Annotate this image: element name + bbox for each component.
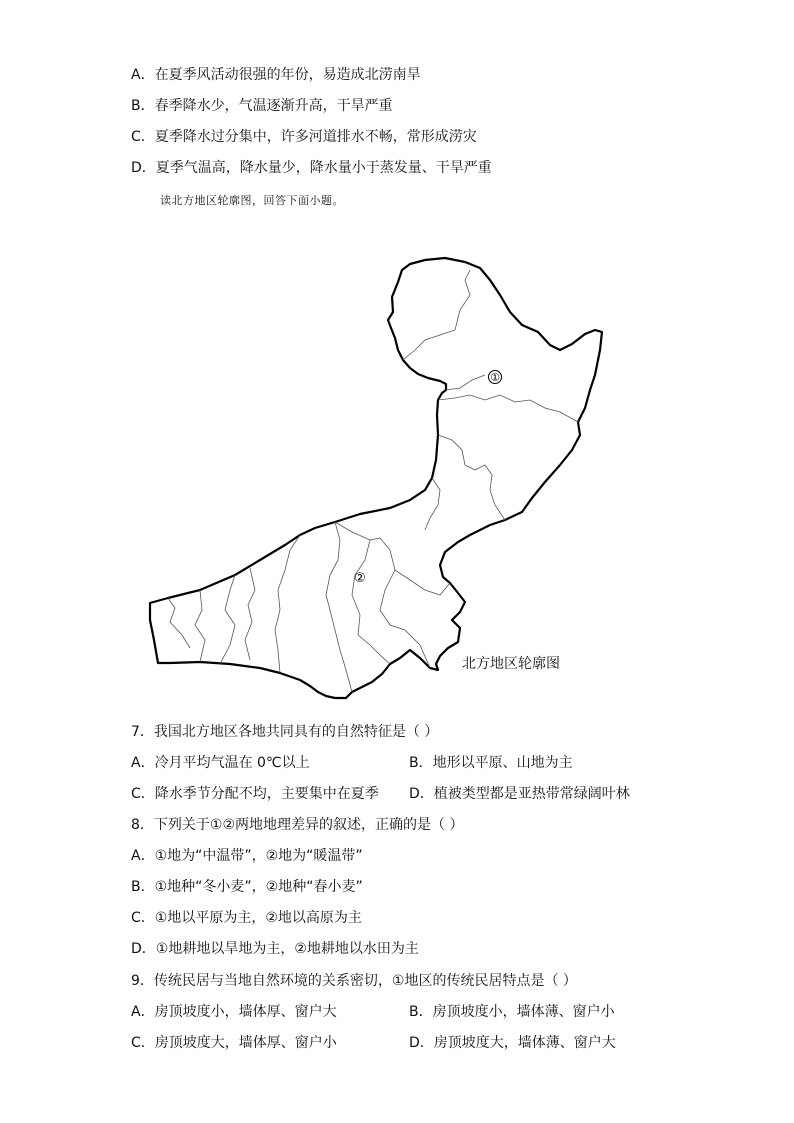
- q7-option-c: C．降水季节分配不均，主要集中在夏季: [131, 786, 379, 802]
- region-2-label: ②: [354, 571, 366, 586]
- q8-option-c: C．①地以平原为主，②地以高原为主: [131, 910, 362, 926]
- q8-option-b: B．①地种“冬小麦”，②地种“春小麦”: [131, 879, 363, 895]
- prev-option-d: D．夏季气温高，降水量少，降水量小于蒸发量、干旱严重: [131, 160, 492, 176]
- map-internal-boundaries: [168, 270, 578, 692]
- q9-option-d: D．房顶坡度大，墙体薄、窗户大: [409, 1035, 616, 1051]
- q7-option-d: D．植被类型都是亚热带常绿阔叶林: [409, 786, 630, 802]
- prev-option-b: B．春季降水少，气温逐渐升高，干旱严重: [131, 98, 393, 114]
- northern-region-outline-map: [140, 250, 620, 710]
- q7-option-a: A．冷月平均气温在 0℃以上: [131, 755, 310, 771]
- map-outer-boundary: [150, 258, 602, 698]
- q8-option-a: A．①地为“中温带”，②地为“暖温带”: [131, 848, 363, 864]
- q9-stem: 9．传统民居与当地自然环境的关系密切，①地区的传统民居特点是（ ）: [131, 973, 577, 989]
- prev-option-a: A．在夏季风活动很强的年份，易造成北涝南旱: [131, 67, 421, 83]
- q9-option-a: A．房顶坡度小，墙体厚、窗户大: [131, 1004, 337, 1020]
- q9-option-c: C．房顶坡度大，墙体厚、窗户小: [131, 1035, 337, 1051]
- q8-option-d: D．①地耕地以旱地为主，②地耕地以水田为主: [131, 941, 419, 957]
- q8-stem: 8．下列关于①②两地地理差异的叙述，正确的是（ ）: [131, 817, 464, 833]
- map-caption: 北方地区轮廓图: [462, 656, 560, 672]
- map-prompt: 读北方地区轮廓图，回答下面小题。: [160, 194, 344, 207]
- prev-option-c: C．夏季降水过分集中，许多河道排水不畅，常形成涝灾: [131, 129, 477, 145]
- q7-stem: 7．我国北方地区各地共同具有的自然特征是（ ）: [131, 724, 439, 740]
- q7-option-b: B．地形以平原、山地为主: [409, 755, 573, 771]
- region-1-label: ①: [490, 371, 500, 384]
- q9-option-b: B．房顶坡度小，墙体薄、窗户小: [409, 1004, 615, 1020]
